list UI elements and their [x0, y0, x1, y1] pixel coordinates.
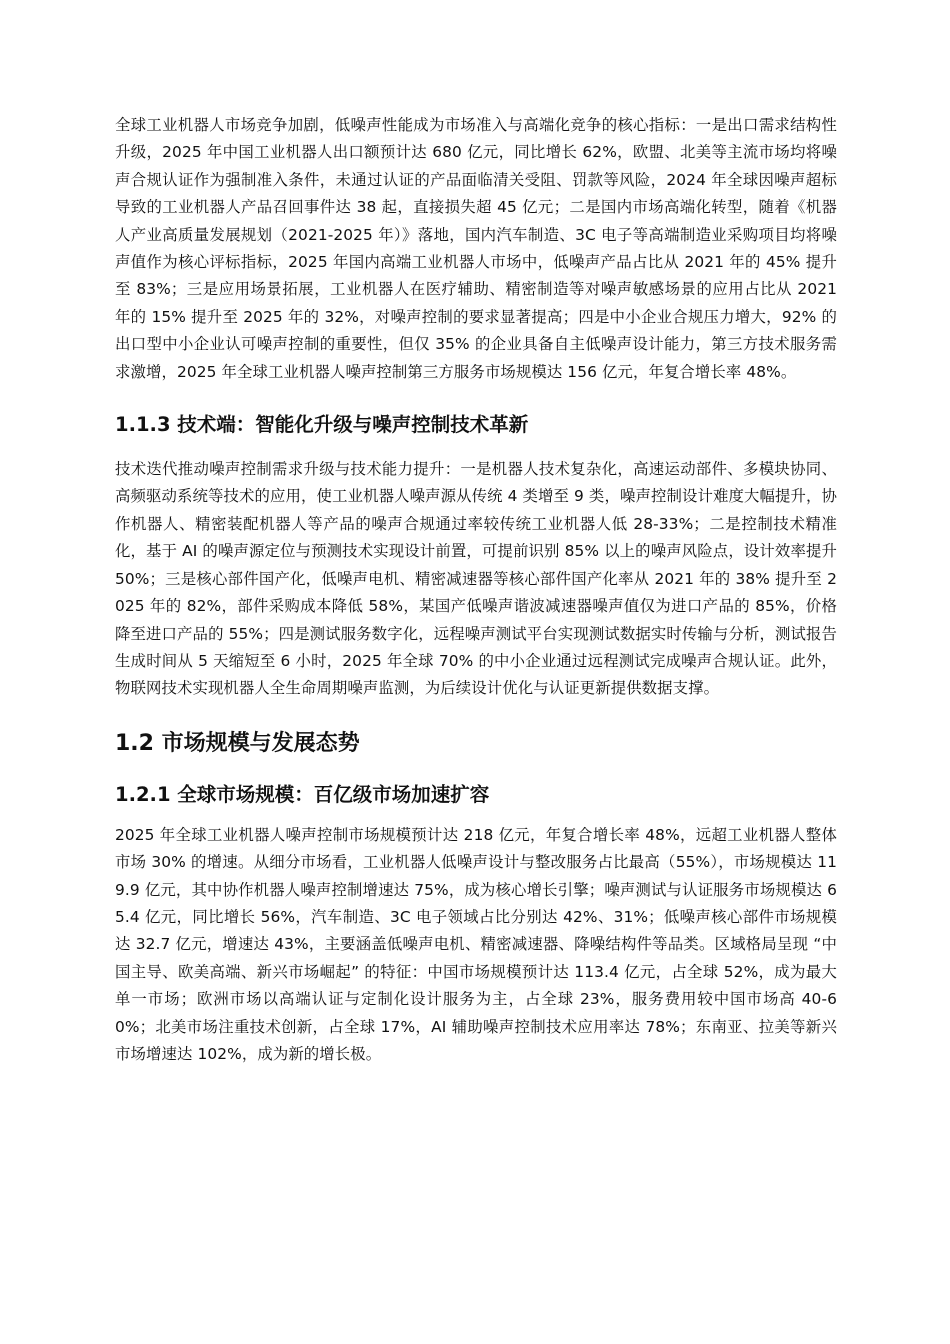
section-heading-1-2-1: 1.2.1 全球市场规模：百亿级市场加速扩容 [115, 782, 490, 806]
document-page [115, 112, 837, 1068]
body-paragraph: 2025 年全球工业机器人噪声控制市场规模预计达 218 亿元，年复合增长率 48%，远超工业机器人整体市场 30% 的增速。从细分市场看，工业机器人低噪声设计与整改服务占比最高（55%），市场规模达 119.9 亿元，其中协作机器人噪声控制增速达 75%，成为核心增长引擎；噪声测试与认证服务市场规模达 65.4 亿元，同比增长 56%，汽车制造、3C 电子领域占比分别达 42%、31%；低噪声核心部件市场规模达 32.7 亿元，增速达 43%，主要涵盖低噪声电机、精密减速器、降噪结构件等品类。区域格局呈现 “中国主导、欧美高端、新兴市场崛起” 的特征：中国市场规模预计达 113.4 亿元，占全球 52%，成为最大单一市场；欧洲市场以高端认证与定制化设计服务为主，占全球 23%，服务费用较中国市场高 40-60%；北美市场注重技术创新，占全球 17%，AI 辅助噪声控制技术应用率达 78%；东南亚、拉美等新兴市场增速达 102%，成为新的增长极。 [115, 825, 837, 1063]
body-paragraph: 全球工业机器人市场竞争加剧，低噪声性能成为市场准入与高端化竞争的核心指标：一是出口需求结构性升级，2025 年中国工业机器人出口额预计达 680 亿元，同比增长 62%，欧盟、北美等主流市场均将噪声合规认证作为强制准入条件，未通过认证的产品面临清关受阻、罚款等风险，2024 年全球因噪声超标导致的工业机器人产品召回事件达 38 起，直接损失超 45 亿元；二是国内市场高端化转型，随着《机器人产业高质量发展规划（2021-2025 年）》落地，国内汽车制造、3C 电子等高端制造业采购项目均将噪声值作为核心评标指标，2025 年国内高端工业机器人市场中，低噪声产品占比从 2021 年的 45% 提升至 83%；三是应用场景拓展，工业机器人在医疗辅助、精密制造等对噪声敏感场景的应用占比从 2021 年的 15% 提升至 2025 年的 32%，对噪声控制的要求显著提高；四是中小企业合规压力增大，92% 的出口型中小企业认可噪声控制的重要性，但仅 35% 的企业具备自主低噪声设计能力，第三方技术服务需求激增，2025 年全球工业机器人噪声控制第三方服务市场规模达 156 亿元，年复合增长率 48%。 [115, 116, 837, 381]
section-heading-1-2: 1.2 市场规模与发展态势 [115, 730, 360, 756]
section-heading-1-1-3: 1.1.3 技术端：智能化升级与噪声控制技术革新 [115, 413, 529, 437]
body-paragraph: 技术迭代推动噪声控制需求升级与技术能力提升：一是机器人技术复杂化，高速运动部件、多模块协同、高频驱动系统等技术的应用，使工业机器人噪声源从传统 4 类增至 9 类，噪声控制设计难度大幅提升，协作机器人、精密装配机器人等产品的噪声合规通过率较传统工业机器人低 28-33%；二是控制技术精准化，基于 AI 的噪声源定位与预测技术实现设计前置，可提前识别 85% 以上的噪声风险点，设计效率提升 50%；三是核心部件国产化，低噪声电机、精密减速器等核心部件国产化率从 2021 年的 38% 提升至 2025 年的 82%，部件采购成本降低 58%，某国产低噪声谐波减速器噪声值仅为进口产品的 85%，价格降至进口产品的 55%；四是测试服务数字化，远程噪声测试平台实现测试数据实时传输与分析，测试报告生成时间从 5 天缩短至 6 小时，2025 年全球 70% 的中小企业通过远程测试完成噪声合规认证。此外，物联网技术实现机器人全生命周期噪声监测，为后续设计优化与认证更新提供数据支撑。 [115, 460, 837, 698]
